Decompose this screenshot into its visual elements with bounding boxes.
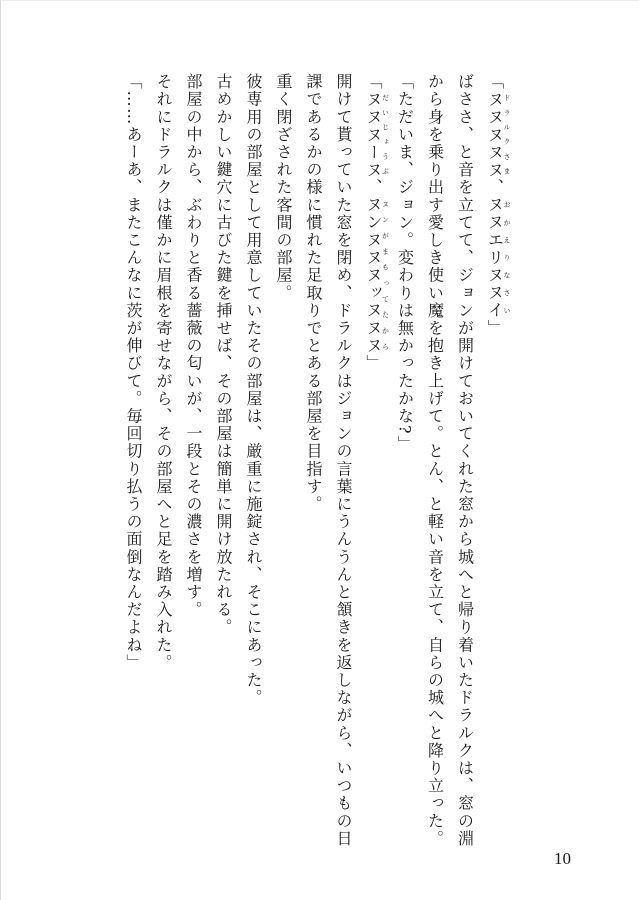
text-segment: それにドラルクは僅かに眉根を寄せながら、その部屋へと足を踏み入れた。 <box>154 73 173 672</box>
ruby-reading: ドラルクさま <box>503 90 511 179</box>
vertical-text-block <box>124 73 511 848</box>
text-line <box>390 73 420 793</box>
text-segment: 「ただいま、ジョン。変わりは無かったかな?」 <box>395 73 415 453</box>
text-line <box>298 73 328 793</box>
text-segment: 「……あーあ、またこんなに茨が伸びて。毎回切り払うの面倒なんだよね」 <box>124 73 143 672</box>
ruby-base: ヌヌエリヌヌイ <box>485 196 505 320</box>
text-segment: 「 <box>485 73 505 91</box>
ruby-reading: だいじょうぶ <box>381 90 390 179</box>
text-line <box>358 73 390 793</box>
ruby-base: ヌンヌヌヌッヌヌヌ <box>364 196 383 355</box>
text-line <box>450 73 480 848</box>
text-line <box>178 73 208 793</box>
text-line <box>148 73 178 793</box>
text-segment: 「 <box>364 73 383 91</box>
ruby-annotated-text <box>485 196 511 320</box>
text-segment: 部屋の中から、ぶわりと香る薔薇の匂いが、一段とその濃さを増す。 <box>184 73 203 619</box>
text-segment: ばささ、と音を立てて、ジョンが開けておいてくれた窓から城へと帰り着いたドラルクは、窓の淵 <box>455 73 475 848</box>
text-segment: 開けて貰っていた窓を閉め、ドラルクはジョンの言葉にうんうんと頷きを返しながら、いつもの日 <box>334 73 353 848</box>
text-line <box>328 73 358 848</box>
text-segment: 彼専用の部屋として用意していたその部屋は、厳重に施錠され、そこにあった。 <box>244 73 263 707</box>
text-segment: 、 <box>364 178 383 197</box>
text-segment: 」 <box>364 354 383 373</box>
ruby-base: ヌヌヌヌヌ <box>485 90 505 179</box>
text-line <box>238 73 268 793</box>
page-number: 10 <box>554 849 571 868</box>
text-line <box>118 73 148 793</box>
text-segment: 古めかしい鍵穴に古びた鍵を挿せば、その部屋は簡単に開け放たれる。 <box>214 73 233 637</box>
text-segment: 、 <box>485 178 505 197</box>
ruby-annotated-text <box>485 90 511 179</box>
text-line <box>480 73 512 793</box>
text-line <box>268 73 298 793</box>
text-segment: 重く閉ざされた客間の部屋。 <box>274 73 293 302</box>
ruby-reading: おかえりなさい <box>503 196 511 320</box>
text-line <box>208 73 238 793</box>
text-segment: 」 <box>485 319 505 338</box>
ruby-reading: ヌンがまもってたから <box>381 196 390 355</box>
text-line <box>420 73 450 848</box>
ruby-annotated-text <box>364 196 390 355</box>
ruby-annotated-text <box>364 90 390 179</box>
ruby-base: ヌヌヌーヌ <box>364 90 383 179</box>
text-segment: 課であるかの様に慣れた足取りでとある部屋を目指す。 <box>304 73 323 513</box>
text-segment: から身を乗り出す愛しき使い魔を抱き上げて。とん、と軽い音を立て、自らの城へと降り立った。 <box>425 73 445 848</box>
